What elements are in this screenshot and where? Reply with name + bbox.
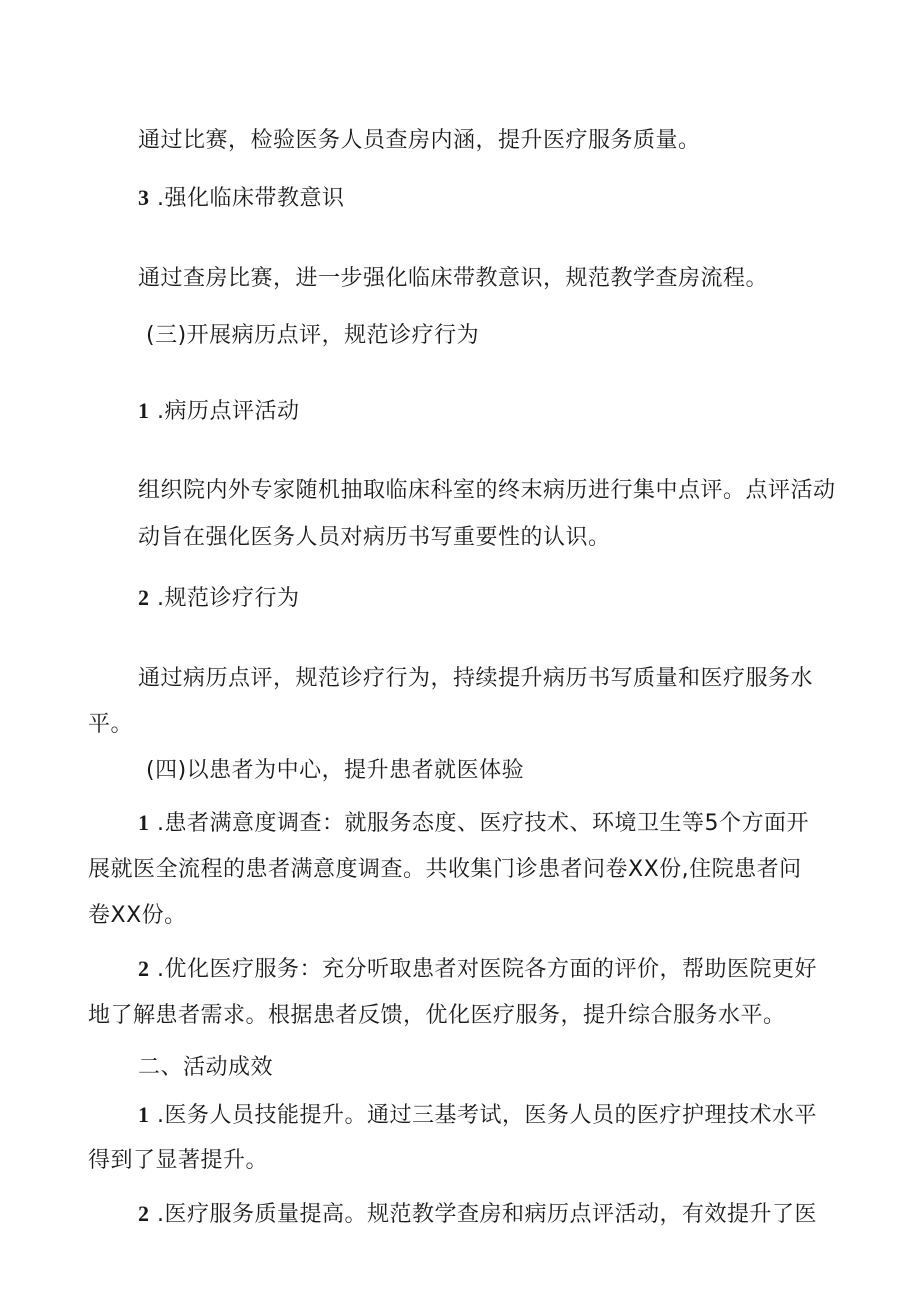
paragraph-line: 通过查房比赛，进一步强化临床带教意识，规范教学查房流程。 <box>138 266 769 291</box>
paragraph-line: 地了解患者需求。根据患者反馈，优化医疗服务，提升综合服务水平。 <box>88 1003 786 1028</box>
section-heading: 2 .规范诊疗行为 <box>138 585 300 611</box>
section-heading: 二、活动成效 <box>138 1055 274 1080</box>
list-item: 1 .患者满意度调查：就服务态度、医疗技术、环境卫生等5个方面开 <box>138 810 809 836</box>
section-heading: (三)开展病历点评，规范诊疗行为 <box>146 323 480 348</box>
list-item: 1 .医务人员技能提升。通过三基考试，医务人员的医疗护理技术水平 <box>138 1102 817 1128</box>
paragraph-line: 动旨在强化医务人员对病历书写重要性的认识。 <box>138 525 611 550</box>
section-heading: (四)以患者为中心，提升患者就医体验 <box>146 758 525 783</box>
paragraph-line: 组织院内外专家随机抽取临床科室的终末病历进行集中点评。点评活动 <box>138 478 836 503</box>
section-heading: 1 .病历点评活动 <box>138 398 300 424</box>
paragraph-line: 展就医全流程的患者满意度调查。共收集门诊患者问卷XX份,住院患者问 <box>88 857 802 882</box>
paragraph-line: 通过病历点评，规范诊疗行为，持续提升病历书写质量和医疗服务水 <box>138 666 814 691</box>
list-item: 2 .优化医疗服务：充分听取患者对医院各方面的评价，帮助医院更好 <box>138 956 817 982</box>
list-item: 2 .医疗服务质量提高。规范教学查房和病历点评活动，有效提升了医 <box>138 1201 817 1227</box>
paragraph-line: 卷XX份。 <box>88 903 187 928</box>
section-heading: 3 .强化临床带教意识 <box>138 185 345 211</box>
paragraph-line: 平。 <box>88 712 134 737</box>
paragraph-line: 得到了显著提升。 <box>88 1148 269 1173</box>
paragraph-line: 通过比赛，检验医务人员查房内涵，提升医疗服务质量。 <box>138 128 701 153</box>
